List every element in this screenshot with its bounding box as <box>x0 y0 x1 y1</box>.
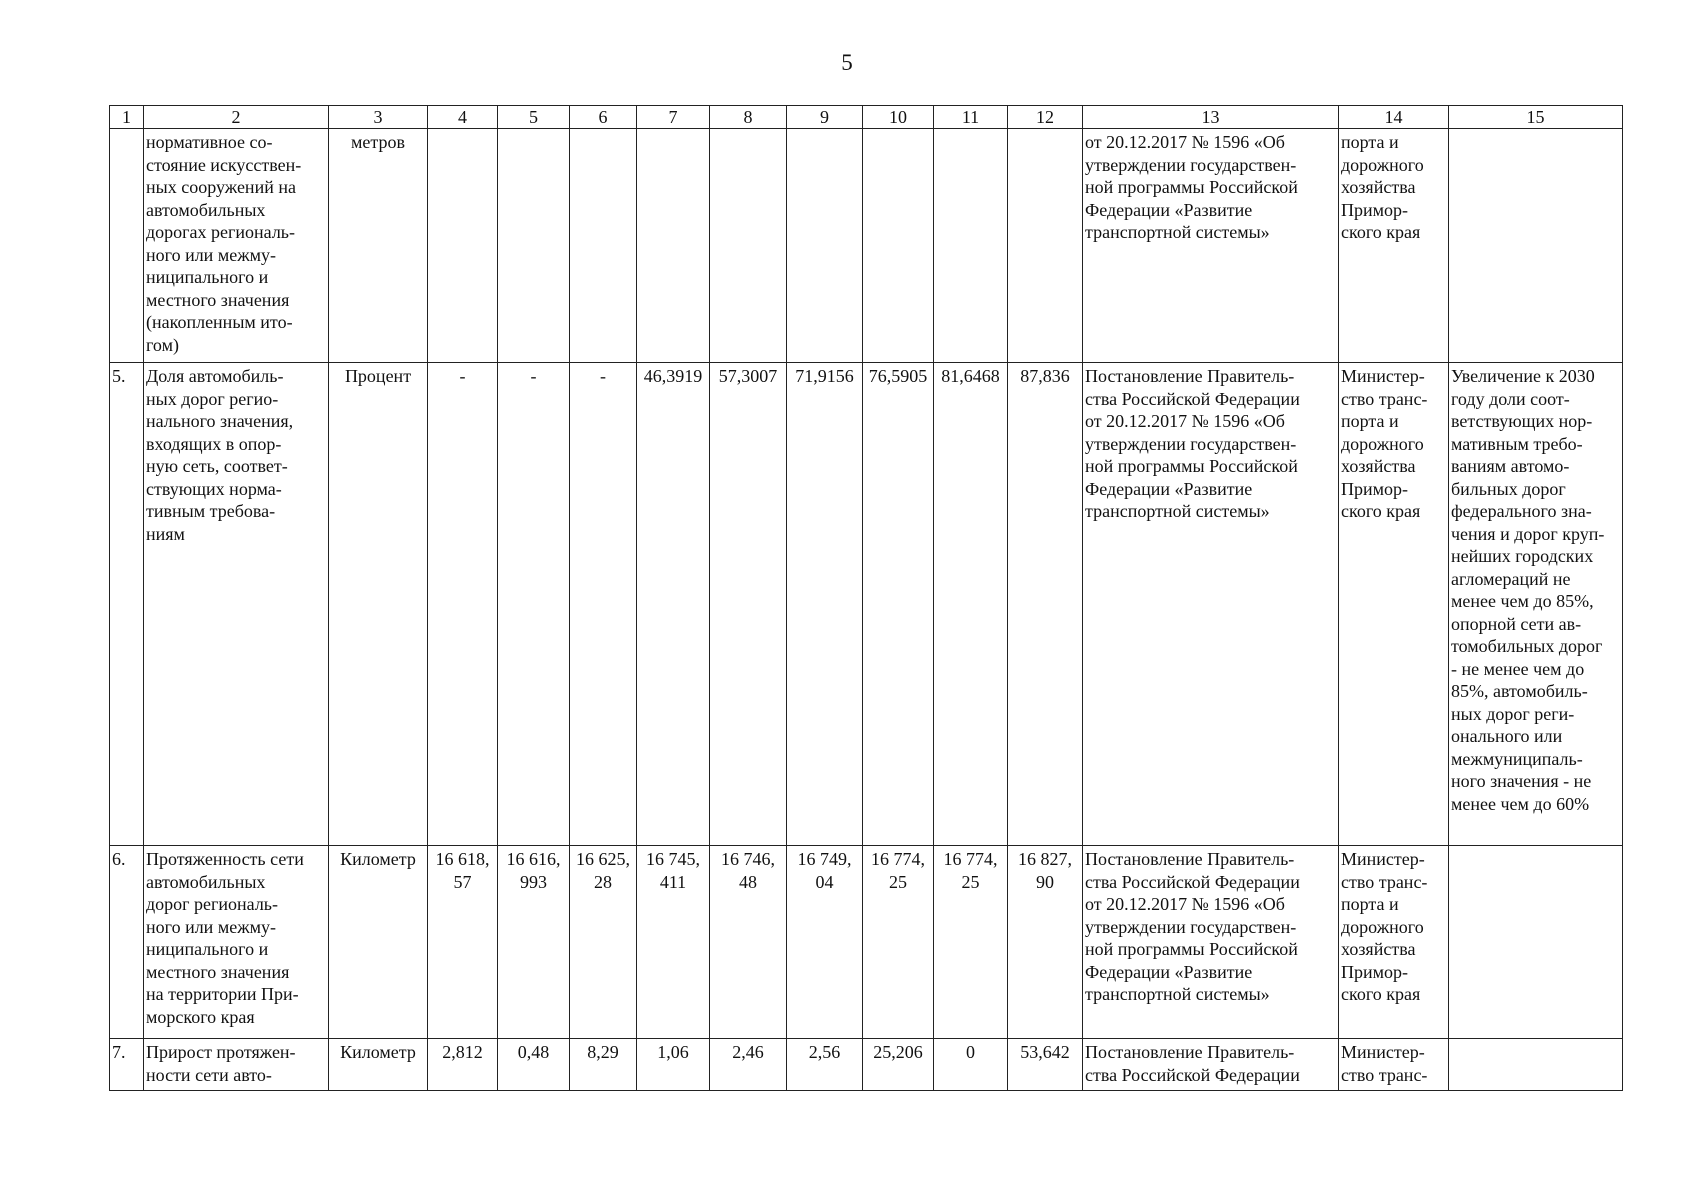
col-header: 8 <box>710 106 787 129</box>
col-header: 13 <box>1083 106 1339 129</box>
table-row <box>110 129 1623 363</box>
column-number-row <box>110 106 1623 129</box>
value-cell: 2,56 <box>787 1039 863 1091</box>
col-header: 5 <box>498 106 570 129</box>
value-cell: 16 616, 993 <box>498 846 570 1039</box>
unit: метров <box>329 129 428 363</box>
value-cell: 16 746, 48 <box>710 846 787 1039</box>
value-cell: 16 745, 411 <box>637 846 710 1039</box>
value-cell: 16 625, 28 <box>570 846 637 1039</box>
table-row <box>110 363 1623 846</box>
table-row <box>110 846 1623 1039</box>
value-cell: 2,46 <box>710 1039 787 1091</box>
value-cell: 16 749, 04 <box>787 846 863 1039</box>
unit: Километр <box>329 846 428 1039</box>
row-number <box>110 129 144 363</box>
indicator-name: Прирост протяжен- ности сети авто- <box>144 1039 329 1091</box>
value-cell: 71,9156 <box>787 363 863 846</box>
responsible-body: Министер- ство транс- порта и дорожного хозяйства Примор- ского края <box>1339 363 1449 846</box>
indicators-table <box>109 105 1623 1091</box>
value-cell <box>498 129 570 363</box>
indicator-name: нормативное со- стояние искусствен- ных сооружений на автомобильных дорогах региональ- ного или межму- ниципального и местного значения (накопленным ито- гом) <box>144 129 329 363</box>
value-cell: 0,48 <box>498 1039 570 1091</box>
col-header: 3 <box>329 106 428 129</box>
value-cell: 76,5905 <box>863 363 934 846</box>
row-number: 7. <box>110 1039 144 1091</box>
col-header: 7 <box>637 106 710 129</box>
col-header: 10 <box>863 106 934 129</box>
value-cell: - <box>498 363 570 846</box>
col-header: 4 <box>428 106 498 129</box>
col-header: 6 <box>570 106 637 129</box>
legal-basis: Постановление Правитель- ства Российской Федерации от 20.12.2017 № 1596 «Об утверждении государствен- ной программы Российской Федерации «Развитие транспортной системы» <box>1083 363 1339 846</box>
page-number: 5 <box>841 50 853 75</box>
value-cell: 87,836 <box>1008 363 1083 846</box>
value-cell: 25,206 <box>863 1039 934 1091</box>
col-header: 14 <box>1339 106 1449 129</box>
responsible-body: Министер- ство транс- порта и дорожного хозяйства Примор- ского края <box>1339 846 1449 1039</box>
col-header: 1 <box>110 106 144 129</box>
unit: Процент <box>329 363 428 846</box>
note <box>1449 1039 1623 1091</box>
value-cell: 16 827, 90 <box>1008 846 1083 1039</box>
value-cell: 2,812 <box>428 1039 498 1091</box>
value-cell <box>863 129 934 363</box>
note <box>1449 846 1623 1039</box>
value-cell: 46,3919 <box>637 363 710 846</box>
value-cell <box>1008 129 1083 363</box>
value-cell: - <box>570 363 637 846</box>
value-cell: 16 618, 57 <box>428 846 498 1039</box>
value-cell: 0 <box>934 1039 1008 1091</box>
value-cell <box>570 129 637 363</box>
note <box>1449 129 1623 363</box>
value-cell <box>428 129 498 363</box>
value-cell: 16 774, 25 <box>863 846 934 1039</box>
col-header: 9 <box>787 106 863 129</box>
col-header: 2 <box>144 106 329 129</box>
indicator-name: Доля автомобиль- ных дорог регио- нального значения, входящих в опор- ную сеть, соответ- ствующих норма- тивным требова- ниям <box>144 363 329 846</box>
value-cell: 1,06 <box>637 1039 710 1091</box>
value-cell: 16 774, 25 <box>934 846 1008 1039</box>
value-cell <box>787 129 863 363</box>
unit: Километр <box>329 1039 428 1091</box>
value-cell: - <box>428 363 498 846</box>
col-header: 12 <box>1008 106 1083 129</box>
legal-basis: Постановление Правитель- ства Российской Федерации от 20.12.2017 № 1596 «Об утверждении государствен- ной программы Российской Федерации «Развитие транспортной системы» <box>1083 846 1339 1039</box>
col-header: 11 <box>934 106 1008 129</box>
row-number: 5. <box>110 363 144 846</box>
value-cell: 8,29 <box>570 1039 637 1091</box>
value-cell: 57,3007 <box>710 363 787 846</box>
note: Увеличение к 2030 году доли соот- ветствующих нор- мативным требо- ваниям автомо- бильных дорог федерального зна- чения и дорог круп- нейших городских агломераций не менее чем до 85%, опорной сети ав- томобильных дорог - не менее чем до 85%, автомобиль- ных дорог реги- онального или межмуниципаль- ного значения - не менее чем до 60% <box>1449 363 1623 846</box>
legal-basis: от 20.12.2017 № 1596 «Об утверждении государствен- ной программы Российской Федерации «Развитие транспортной системы» <box>1083 129 1339 363</box>
value-cell <box>710 129 787 363</box>
row-number: 6. <box>110 846 144 1039</box>
responsible-body: Министер- ство транс- <box>1339 1039 1449 1091</box>
col-header: 15 <box>1449 106 1623 129</box>
value-cell: 81,6468 <box>934 363 1008 846</box>
legal-basis: Постановление Правитель- ства Российской Федерации <box>1083 1039 1339 1091</box>
value-cell <box>934 129 1008 363</box>
table-row <box>110 1039 1623 1091</box>
indicator-name: Протяженность сети автомобильных дорог региональ- ного или межму- ниципального и местного значения на территории При- морского края <box>144 846 329 1039</box>
value-cell: 53,642 <box>1008 1039 1083 1091</box>
responsible-body: порта и дорожного хозяйства Примор- ского края <box>1339 129 1449 363</box>
value-cell <box>637 129 710 363</box>
